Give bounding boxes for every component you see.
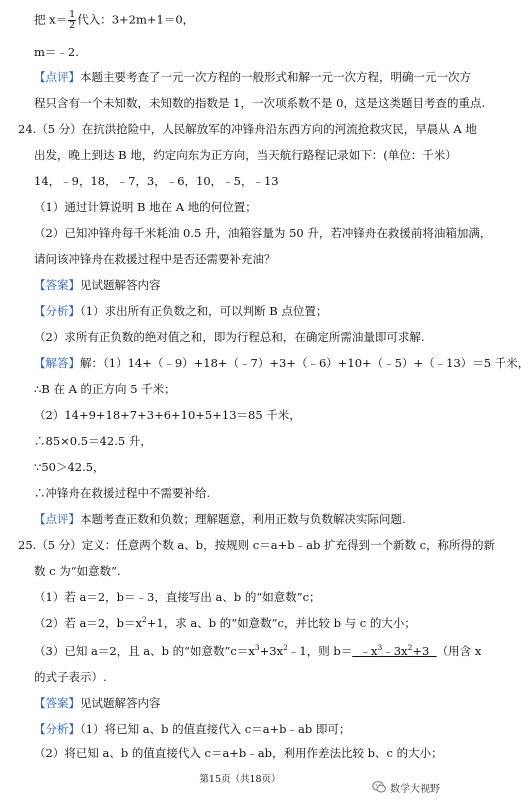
- q24-part-2: （2）已知冲锋舟每千米耗油 0.5 升，油箱容量为 50 升，若冲锋舟在救援前将油箱加满，: [34, 226, 492, 240]
- analysis-tag: 【分析】: [34, 722, 80, 736]
- q24-analysis-2: （2）求所有正负数的绝对值之和，即为行程总和，在确定所需油量即可求解.: [34, 330, 425, 344]
- q24-solution-4: ∴85×0.5＝42.5 升，: [34, 434, 152, 448]
- page-footer: 第15页（共18页）: [199, 774, 281, 785]
- q24-solution-1: 【解答】解：（1）14+（﹣9）+18+（﹣7）+3+（﹣6）+10+（﹣5）+（﹣13）＝5 千米，: [34, 356, 529, 370]
- watermark-text: 数学大视野: [390, 783, 440, 795]
- q25-analysis-2: （2）将已知 a、b 的值直接代入 c＝a+b﹣ab，利用作差法比较 b、c 的大小；: [34, 746, 443, 760]
- q24-solution-2: ∴B 在 A 的正方向 5 千米；: [34, 382, 176, 396]
- analysis-tag: 【分析】: [34, 304, 80, 318]
- q24-part-2-cont: 请问该冲锋舟在救援过程中是否还需要补充油？: [34, 252, 276, 266]
- watermark: [372, 778, 472, 796]
- q24-line-1: 24.（5 分）在抗洪抢险中，人民解放军的冲锋舟沿东西方向的河流抢救灾民，早晨从 A 地: [18, 122, 477, 136]
- q25-answer: 【答案】见试题解答内容: [34, 696, 161, 710]
- q25-analysis-1: 【分析】（1）将已知 a、b 的值直接代入 c＝a+b﹣ab 即可；: [34, 722, 351, 736]
- q24-solution-5: ∵50＞42.5，: [34, 460, 105, 474]
- q24-records: 14，﹣9，18，﹣7，3，﹣6，10，﹣5，﹣13: [34, 174, 279, 188]
- q25-part-2: （2）若 a＝2，$b=x^2+1$，求 a、b 的“如意数”c，并比较 b 与 c 的大小；: [34, 615, 416, 630]
- answer-blank: $﹣x^3﹣3x^2+3$: [359, 643, 430, 658]
- solution-tag: 【解答】: [34, 356, 80, 370]
- q25-line-2: 数 c 为“如意数”.: [34, 564, 121, 578]
- comment-tag: 【点评】: [34, 512, 80, 526]
- q24-line-2: 出发，晚上到达 B 地，约定向东为正方向，当天航行路程记录如下：(单位：千米）: [34, 148, 457, 162]
- q25-line-1: 25.（5 分）定义：任意两个数 a、b，按规则 c＝a+b﹣ab 扩充得到一个新数 c，称所得的新: [18, 538, 496, 552]
- comment-tag: 【点评】: [34, 70, 80, 84]
- answer-tag: 【答案】: [34, 696, 80, 710]
- q25-part-3-cont: 的式子表示）.: [34, 670, 107, 684]
- q24-solution-6: ∴冲锋舟在救援过程中不需要补给.: [34, 486, 211, 500]
- comment-line-1: 【点评】本题主要考查了一元一次方程的一般形式和解一元一次方程，明确一元一次方: [34, 70, 471, 84]
- q24-part-1: （1）通过计算说明 B 地在 A 地的何位置；: [34, 200, 257, 214]
- q24-answer: 【答案】见试题解答内容: [34, 278, 161, 292]
- comment-line-2: 程只含有一个未知数，未知数的指数是 1，一次项系数不是 0，这是这类题目考查的重点.: [34, 96, 486, 110]
- line-m-result: m＝﹣2.: [34, 45, 79, 59]
- q25-part-3: （3）已知 a＝2，且 a、b 的“如意数$”c=x^3+3x^2﹣1$，则 $b= ﹣x^3﹣3x^2+3$ （用含 x: [34, 643, 482, 658]
- q25-part-1: （1）若 a＝2，b＝﹣3，直接写出 a、b 的“如意数”c；: [34, 590, 321, 604]
- answer-tag: 【答案】: [34, 278, 80, 292]
- q24-comment: 【点评】本题考查正数和负数；理解题意，利用正数与负数解决实际问题.: [34, 512, 406, 526]
- line-substitute: 把 x＝ $\frac{1}{2}$ 代入：3+2m+1＝0，: [34, 9, 195, 31]
- fraction-one-half: $\frac{1}{2}$: [69, 9, 76, 31]
- q24-solution-3: （2）14+9+18+7+3+6+10+5+13＝85 千米，: [34, 408, 301, 422]
- wechat-icon: [372, 780, 386, 794]
- q24-analysis-1: 【分析】（1）求出所有正负数之和，可以判断 B 点位置；: [34, 304, 328, 318]
